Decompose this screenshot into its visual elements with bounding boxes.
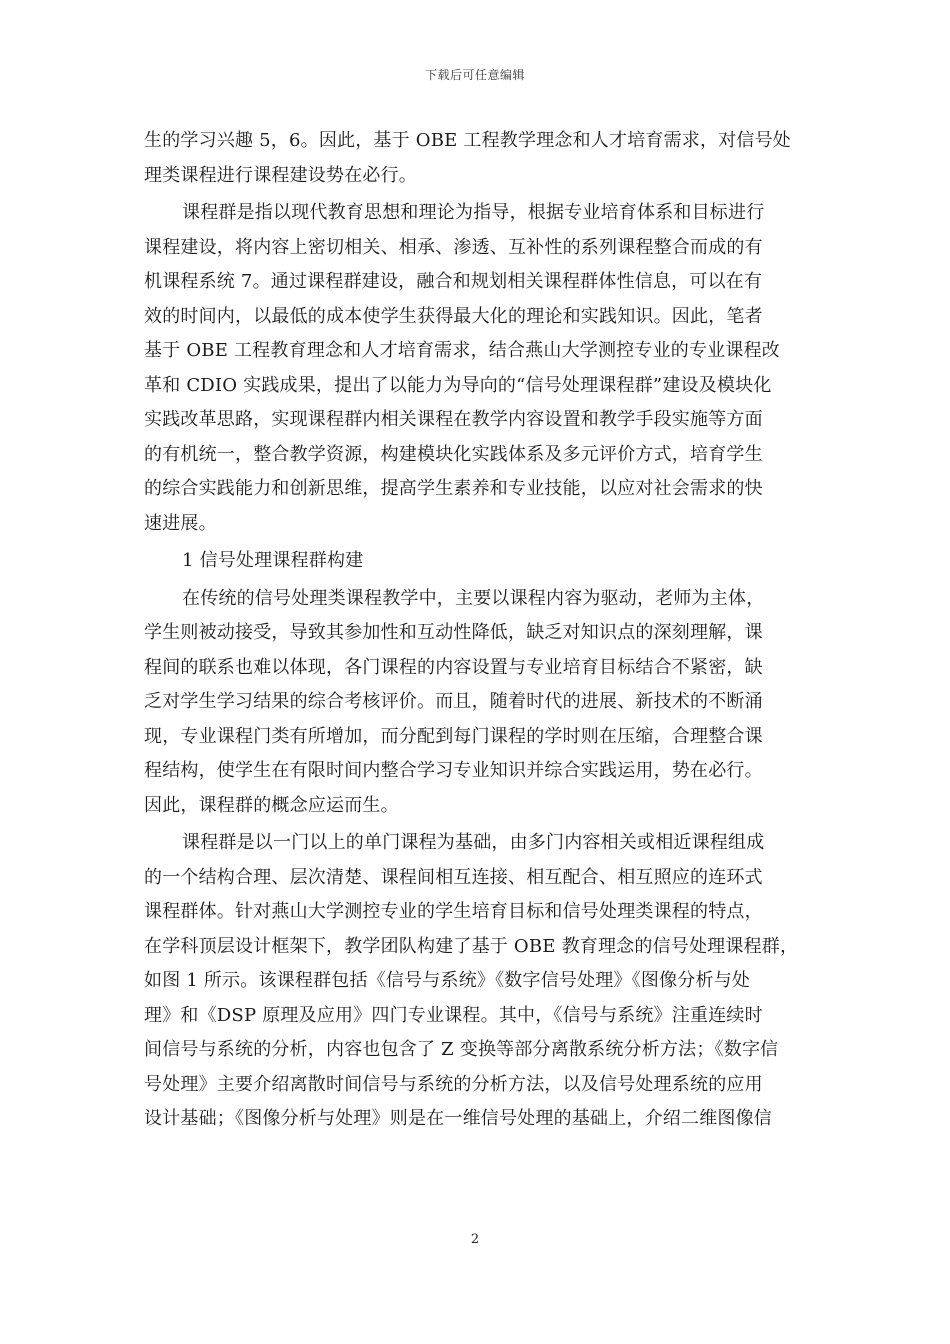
- text-line: 在学科顶层设计框架下，教学团队构建了基于 OBE 教育理念的信号处理课程群，: [144, 935, 799, 957]
- text-line: 课程建设，将内容上密切相关、相承、渗透、互补性的系列课程整合而成的有: [144, 236, 763, 258]
- text-line: 在传统的信号处理类课程教学中，主要以课程内容为驱动，老师为主体，: [182, 587, 765, 609]
- heading-text: 1 信号处理课程群构建: [182, 550, 364, 571]
- paragraph-continuation: [144, 124, 810, 193]
- text-line: 效的时间内，以最低的成本使学生获得最大化的理论和实践知识。因此，笔者: [144, 305, 763, 327]
- text-line: 现，专业课程门类有所增加，而分配到每门课程的学时则在压缩，合理整合课: [144, 725, 763, 747]
- text-line: 设计基础；《图像分析与处理》则是在一维信号处理的基础上，介绍二维图像信: [144, 1108, 772, 1129]
- text-line: 学生则被动接受，导致其参加性和互动性降低，缺乏对知识点的深刻理解，课: [144, 622, 763, 643]
- page-header: 下载后可任意编辑: [424, 68, 525, 82]
- section-heading: [144, 544, 810, 579]
- text-line: 程间的联系也难以体现，各门课程的内容设置与专业培育目标结合不紧密，缺: [144, 656, 763, 678]
- paragraph-course-group-definition: [144, 196, 810, 541]
- text-line: 的一个结构合理、层次清楚、课程间相互连接、相互配合、相互照应的连环式: [144, 866, 763, 888]
- text-line: 课程群是指以现代教育思想和理论为指导，根据专业培育体系和目标进行: [182, 202, 765, 223]
- text-line: 如图 1 所示。该课程群包括《信号与系统》《数字信号处理》《图像分析与处: [144, 970, 751, 991]
- text-line: 号处理》主要介绍离散时间信号与系统的分析方法，以及信号处理系统的应用: [144, 1073, 763, 1095]
- text-line: 因此，课程群的概念应运而生。: [144, 794, 399, 816]
- text-line: 速进展。: [144, 512, 217, 534]
- text-line: 生的学习兴趣 5，6。因此，基于 OBE 工程教学理念和人才培育需求，对信号处: [144, 130, 791, 151]
- text-line: 的有机统一，整合教学资源，构建模块化实践体系及多元评价方式，培育学生: [144, 443, 763, 465]
- text-line: 基于 OBE 工程教育理念和人才培育需求，结合燕山大学测控专业的专业课程改: [144, 340, 780, 361]
- text-line: 的综合实践能力和创新思维，提高学生素养和专业技能，以应对社会需求的快: [144, 478, 763, 499]
- text-line: 机课程系统 7。通过课程群建设，融合和规划相关课程群体性信息，可以在有: [144, 271, 763, 292]
- text-line: 课程群是以一门以上的单门课程为基础，由多门内容相关或相近课程组成: [182, 832, 765, 853]
- paragraph-traditional-teaching: [144, 582, 810, 824]
- text-line: 课程群体。针对燕山大学测控专业的学生培育目标和信号处理类课程的特点，: [144, 901, 763, 922]
- text-line: 理类课程进行课程建设势在必行。: [144, 164, 417, 186]
- text-line: 实践改革思路，实现课程群内相关课程在教学内容设置和教学手段实施等方面: [144, 409, 763, 430]
- text-line: 理》和《DSP 原理及应用》四门专业课程。其中，《信号与系统》注重连续时: [144, 1004, 763, 1026]
- text-line: 间信号与系统的分析，内容也包含了 Z 变换等部分离散系统分析方法；《数字信: [144, 1039, 779, 1060]
- text-line: 乏对学生学习结果的综合考核评价。而且，随着时代的进展、新技术的不断涌: [144, 691, 763, 712]
- text-line: 程结构，使学生在有限时间内整合学习专业知识并综合实践运用，势在必行。: [144, 760, 763, 781]
- document-body: [144, 124, 810, 1140]
- paragraph-course-group-structure: [144, 826, 810, 1137]
- page-number: 2: [470, 1232, 480, 1247]
- text-line: 革和 CDIO 实践成果，提出了以能力为导向的“信号处理课程群”建设及模块化: [144, 374, 772, 396]
